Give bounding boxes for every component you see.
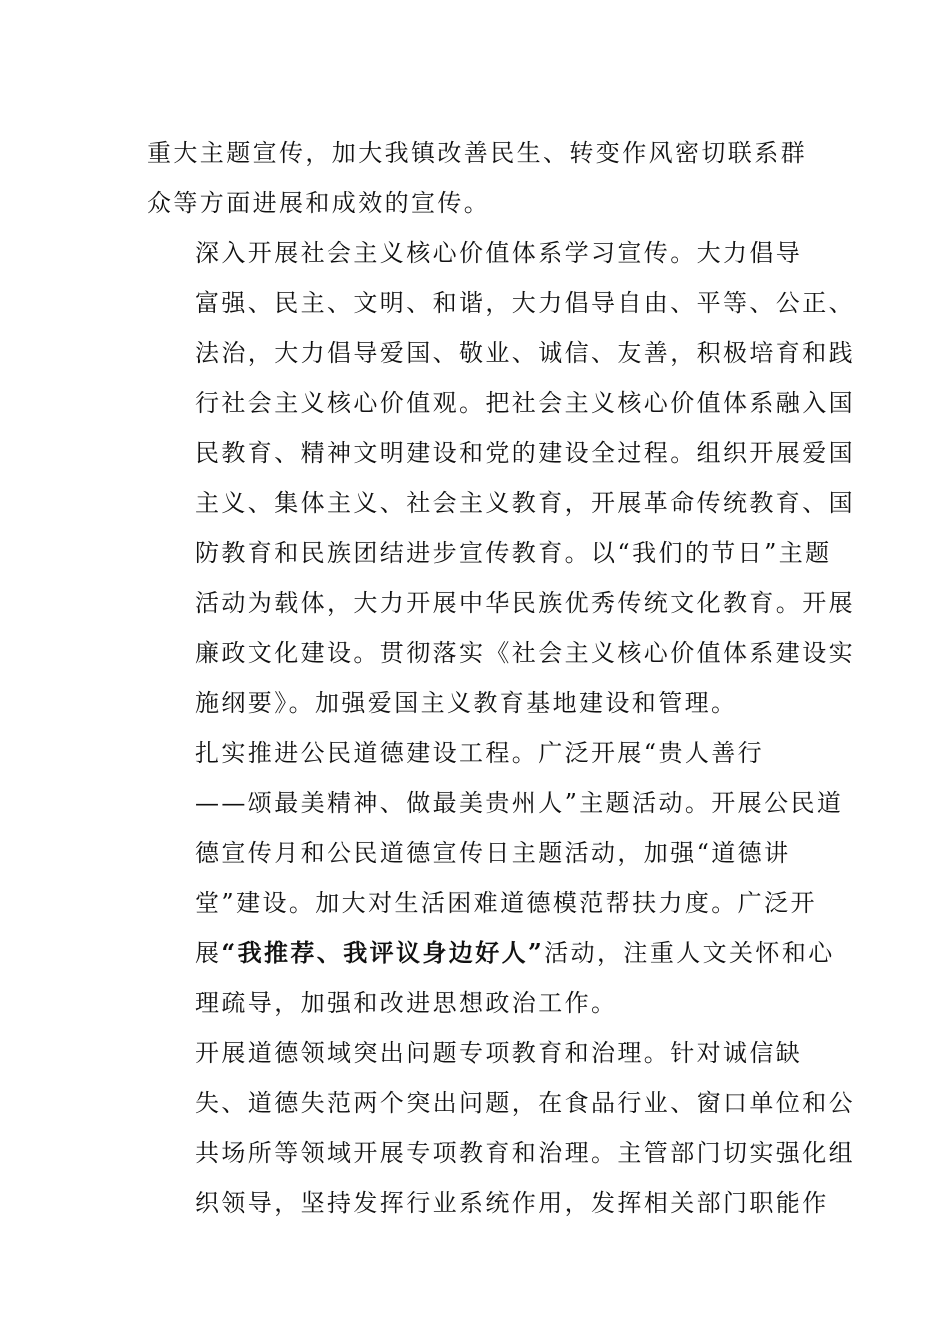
text-line: 民教育、精神文明建设和党的建设全过程。组织开展爱国	[195, 439, 855, 467]
text-line: 失、道德失范两个突出问题，在食品行业、窗口单位和公	[195, 1089, 855, 1117]
text-line: 理疏导，加强和改进思想政治工作。	[195, 989, 618, 1017]
text-segment: 展	[195, 939, 222, 967]
text-line: 施纲要》。加强爱国主义教育基地建设和管理。	[195, 689, 738, 717]
paragraph-2	[147, 228, 855, 728]
text-line: 活动为载体，大力开展中华民族优秀传统文化教育。开展	[195, 589, 855, 617]
text-line: 深入开展社会主义核心价值体系学习宣传。大力倡导	[195, 239, 803, 267]
text-line: ——颂最美精神、做最美贵州人”主题活动。开展公民道	[195, 789, 844, 817]
paragraph-3	[147, 728, 844, 1028]
text-line-mixed	[147, 928, 835, 978]
text-line: 开展道德领域突出问题专项教育和治理。针对诚信缺	[195, 1039, 803, 1067]
text-line: 共场所等领域开展专项教育和治理。主管部门切实强化组	[195, 1139, 855, 1167]
text-line: 织领导，坚持发挥行业系统作用，发挥相关部门职能作	[195, 1189, 829, 1217]
text-line: 主义、集体主义、社会主义教育，开展革命传统教育、国	[195, 489, 855, 517]
text-line: 重大主题宣传，加大我镇改善民生、转变作风密切联系群	[147, 139, 807, 167]
text-line: 堂”建设。加大对生活困难道德模范帮扶力度。广泛开	[195, 889, 817, 917]
text-line: 廉政文化建设。贯彻落实《社会主义核心价值体系建设实	[195, 639, 855, 667]
paragraph-4	[147, 1028, 855, 1228]
text-line: 富强、民主、文明、和谐，大力倡导自由、平等、公正、	[195, 289, 855, 317]
text-segment: 活动，注重人文关怀和心	[544, 939, 835, 967]
text-line: 德宣传月和公民道德宣传日主题活动，加强“道德讲	[195, 839, 791, 867]
text-line: 行社会主义核心价值观。把社会主义核心价值体系融入国	[195, 389, 855, 417]
text-line: 扎实推进公民道德建设工程。广泛开展“贵人善行	[195, 739, 765, 767]
bold-emphasis: “我推荐、我评议身边好人”	[221, 938, 545, 967]
text-line: 防教育和民族团结进步宣传教育。以“我们的节日”主题	[195, 539, 832, 567]
body-text	[147, 128, 855, 1228]
text-line: 众等方面进展和成效的宣传。	[147, 189, 491, 217]
paragraph-1	[147, 128, 807, 228]
text-line: 法治，大力倡导爱国、敬业、诚信、友善，积极培育和践	[195, 339, 855, 367]
